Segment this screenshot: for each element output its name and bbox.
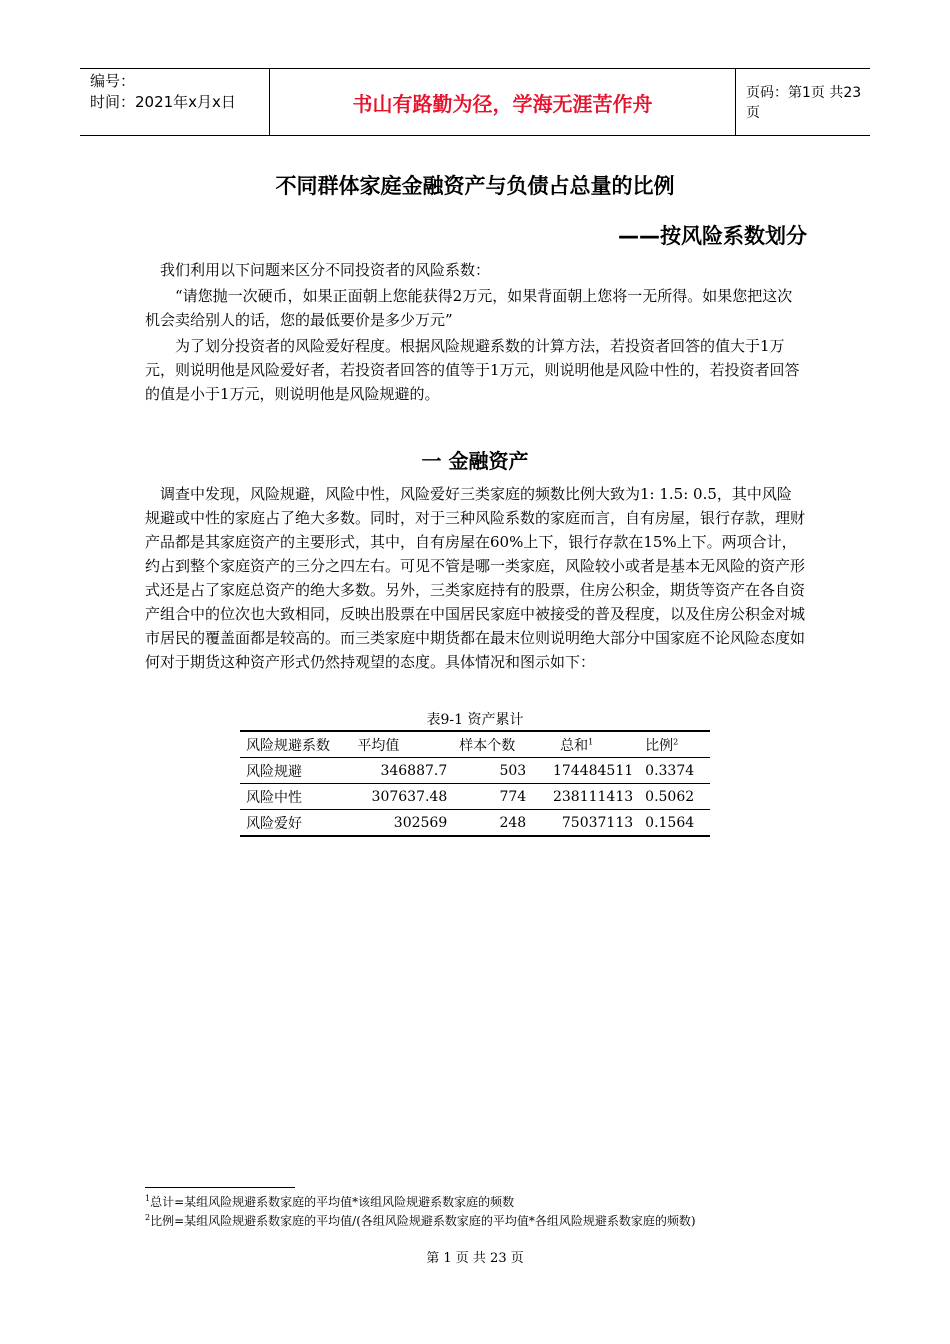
cell-count: 503 [499,762,527,779]
table-row [240,810,710,837]
date-label: 时间：2021年x月x日 [90,93,236,111]
col-sum: 总和$^1$ [560,736,594,754]
cell-count: 774 [499,788,527,805]
footnote-2 [145,1212,696,1230]
footnote-text: 总计=某组风险规避系数家庭的平均值*该组风险规避系数家庭的频数 [150,1195,515,1209]
asset-table [240,730,710,837]
header-meta [80,69,270,135]
header-slogan-cell [270,69,736,135]
cell-mean: 346887.7 [380,762,448,779]
cell-sum: 75037113 [561,814,634,831]
table-header-row [240,731,710,758]
footnote-ref-1: 1 [588,736,594,746]
cell-ratio: 0.3374 [645,762,695,779]
col-mean: 平均值 [357,737,400,754]
header-slogan: 书山有路勤为径，学海无涯苦作舟 [352,91,653,116]
col-ratio: 比例$^2$ [645,736,679,754]
cell-category: 风险规避 [246,763,302,780]
cell-mean: 307637.48 [371,788,448,805]
body-paragraph: 调查中发现，风险规避，风险中性，风险爱好三类家庭的频数比例大致为1: 1.5: 0.5，其中风险规避或中性的家庭占了绝大多数。同时，对于三种风险系数的家庭而言，自有房屋，银行存款，理财产品都是其家庭资产的主要形式，其中，自有房屋在60%上下，银行存款在15%上下。两项合计，约占到整个家庭资产的三分之四左右。可见不管是哪一类家庭，风险较小或者是基本无风险的资产形式还是占了家庭总资产的绝大多数。另外，三类家庭持有的股票，住房公积金，期货等资产在各自资产组合中的位次也大致相同，反映出股票在中国居民家庭中被接受的普及程度，以及住房公积金对城市居民的覆盖面都是较高的。而三类家庭中期货都在最末位则说明绝大部分中国家庭不论风险态度如何对于期货这种资产形式仍然持观望的态度。具体情况和图示如下： [145,485,806,671]
cell-sum: 174484511 [552,762,634,779]
cell-category: 风险爱好 [246,815,302,832]
cell-category: 风险中性 [246,789,302,806]
header-page-info: 页码：第1页 共23页 [746,85,862,121]
cell-count: 248 [499,814,527,831]
footnote-ref-2: 2 [673,736,679,746]
cell-ratio: 0.1564 [645,814,695,831]
col-risk-coefficient: 风险规避系数 [246,737,330,754]
intro-paragraph-2: “请您抛一次硬币，如果正面朝上您能获得2万元，如果背面朝上您将一无所得。如果您把这次机会卖给别人的话，您的最低要价是多少万元” [145,287,793,329]
cell-sum: 238111413 [552,788,634,805]
section-title: 一 金融资产 [421,449,529,473]
footnote-text: 比例=某组风险规避系数家庭的平均值/(各组风险规避系数家庭的平均值*各组风险规避系数家庭的频数) [150,1214,696,1228]
footnote-1 [145,1193,514,1211]
table-caption: 表9-1 资产累计 [426,712,524,728]
cell-ratio: 0.5062 [645,788,695,805]
col-sample-count: 样本个数 [459,737,516,754]
footnote-mark: 1 [145,1194,151,1203]
footnote-divider [145,1187,295,1188]
footnote-mark: 2 [145,1213,151,1222]
document-title: 不同群体家庭金融资产与负债占总量的比例 [275,174,675,198]
cell-mean: 302569 [393,814,448,831]
document-subtitle: ——按风险系数划分 [618,224,807,248]
page-footer: 第 1 页 共 23 页 [426,1251,524,1266]
intro-paragraph-1: 我们利用以下问题来区分不同投资者的风险系数： [160,261,491,279]
table-row [240,784,710,810]
page-header [80,68,870,136]
table-row [240,758,710,784]
intro-paragraph-3: 为了划分投资者的风险爱好程度。根据风险规避系数的计算方法，若投资者回答的值大于1万元，则说明他是风险爱好者，若投资者回答的值等于1万元，则说明他是风险中性的，若投资者回答的值是小于1万元，则说明他是风险规避的。 [145,337,800,403]
number-label: 编号： [90,72,136,90]
